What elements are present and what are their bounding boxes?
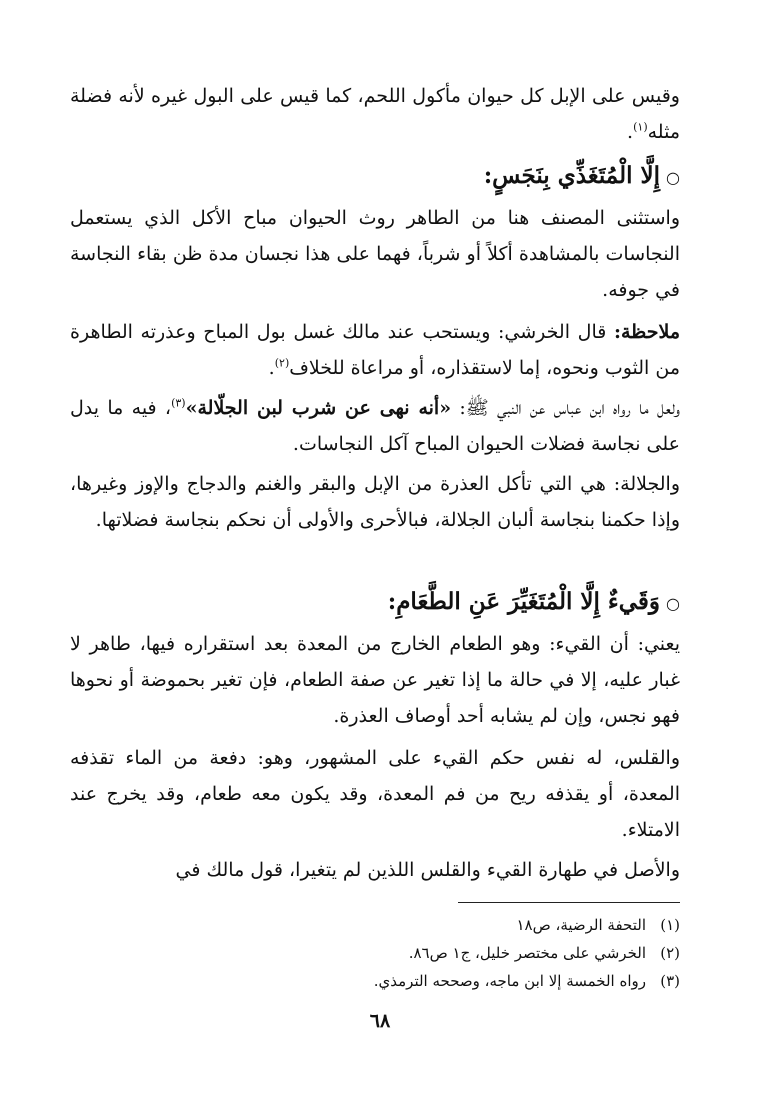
paragraph-qals-ruling: والقلس، له نفس حكم القيء على المشهور، وهو: دفعة من الماء تقذفه المعدة، أو يقذفه ريح من فم المعدة، وقد يكون معه طعام، وقد يخرج عند الامتلاء. xyxy=(70,747,680,841)
circle-bullet-icon: ○ xyxy=(666,168,680,187)
paragraph-vomit-ruling: يعني: أن القيء: وهو الطعام الخارج من المعدة بعد استقراره فيها، طاهر لا غبار عليه، إلا في حالة ما إذا تغير عن صفة الطعام، فإن تغير بحموضة أو نحوها فهو نجس، وإن لم يشابه أحد أوصاف العذرة. xyxy=(70,633,680,727)
footnote-separator xyxy=(458,902,680,903)
matn-heading-mutaghaddi: ○إِلَّا الْمُتَغَذِّي بِنَجَسٍ: xyxy=(483,162,680,189)
footnote-ref-1[interactable]: (١) xyxy=(633,120,648,134)
hadith-text: «أنه نهى عن شرب لبن الجلّالة» xyxy=(185,397,452,419)
paragraph-hadith-jallala: ولعل ما رواه ابن عباس عن النبي ﷺ: «أنه نهى عن شرب لبن الجلّالة»$^{(٣)}$، فيه ما يدل على نجاسة فضلات الحيوان المباح آكل النجاسات. xyxy=(70,396,680,455)
footnote-ref-2[interactable]: (٢) xyxy=(274,356,290,370)
page-number: ٦٨ xyxy=(369,1010,391,1032)
paragraph-exception-dung: واستثنى المصنف هنا من الطاهر روث الحيوان مباح الأكل الذي يستعمل النجاسات بالمشاهدة أكلاً أو شرباً، فهما على هذا نجسان مدة ظن بقاء النجاسة في جوفه. xyxy=(70,207,680,301)
paragraph-camel-analogy: وقيس على الإبل كل حيوان مأكول اللحم، كما قيس على البول غيره لأنه فضلة مثله$^{(١)}$. xyxy=(70,85,680,143)
footnote-3: (٣)رواه الخمسة إلا ابن ماجه، وصححه الترمذي. xyxy=(373,972,680,990)
footnote-2: (٢)الخرشي على مختصر خليل، ج١ ص٨٦. xyxy=(408,944,680,962)
paragraph-note-kharshi: ملاحظة: قال الخرشي: ويستحب عند مالك غسل بول المباح وعذرته الطاهرة من الثوب ونحوه، إما لاستقذاره، أو مراعاة للخلاف$^{(٢)}$. xyxy=(70,321,680,379)
paragraph-origin-ruling: والأصل في طهارة القيء والقلس اللذين لم يتغيرا، قول مالك في xyxy=(175,859,680,881)
footnote-1: (١)التحفة الرضية، ص١٨ xyxy=(516,916,680,934)
matn-heading-vomit: ○وَقَيءٌ إِلَّا الْمُتَغَيِّرَ عَنِ الطَّعَامِ: xyxy=(387,588,680,615)
paragraph-jallala-definition: والجلالة: هي التي تأكل العذرة من الإبل والبقر والغنم والدجاج والإوز وغيرها، وإذا حكمنا بنجاسة ألبان الجلالة، فبالأحرى والأولى أن نحكم بنجاسة فضلاتها. xyxy=(70,473,680,531)
circle-bullet-icon: ○ xyxy=(666,594,680,613)
footnote-ref-3[interactable]: (٣) xyxy=(171,396,186,410)
